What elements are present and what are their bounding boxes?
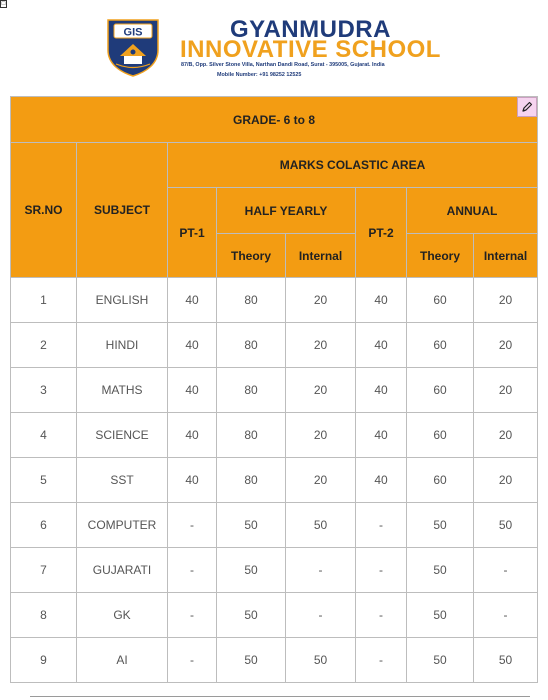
table-row bbox=[11, 458, 538, 503]
cell-hy-theory: 50 bbox=[217, 638, 286, 683]
cell-srno: 7 bbox=[11, 548, 77, 593]
col-header-hy-internal: Internal bbox=[286, 234, 356, 278]
cell-hy-internal: 50 bbox=[286, 503, 356, 548]
col-header-subject: SUBJECT bbox=[77, 143, 168, 278]
cell-hy-internal: 20 bbox=[286, 458, 356, 503]
cell-pt1: 40 bbox=[168, 278, 217, 323]
cell-hy-theory: 80 bbox=[217, 368, 286, 413]
cell-an-internal: 20 bbox=[474, 458, 538, 503]
col-header-pt1: PT-1 bbox=[168, 188, 217, 278]
cell-subject: AI bbox=[77, 638, 168, 683]
cell-an-internal: 20 bbox=[474, 323, 538, 368]
marks-table bbox=[10, 96, 538, 683]
cell-srno: 9 bbox=[11, 638, 77, 683]
logo-text: GIS bbox=[123, 26, 143, 39]
cell-pt2: - bbox=[356, 503, 407, 548]
cell-pt1: 40 bbox=[168, 368, 217, 413]
cell-subject: SCIENCE bbox=[77, 413, 168, 458]
col-header-an-theory: Theory bbox=[407, 234, 474, 278]
cell-hy-internal: 20 bbox=[286, 368, 356, 413]
cell-an-theory: 50 bbox=[407, 593, 474, 638]
cell-srno: 3 bbox=[11, 368, 77, 413]
cell-hy-theory: 80 bbox=[217, 278, 286, 323]
school-address: 87/B, Opp. Silver Stone Villa, Narthan Dandi Road, Surat - 395005, Gujarat. India bbox=[181, 62, 385, 68]
col-header-an-internal: Internal bbox=[474, 234, 538, 278]
cell-pt2: - bbox=[356, 548, 407, 593]
col-header-pt2: PT-2 bbox=[356, 188, 407, 278]
cell-an-theory: 60 bbox=[407, 458, 474, 503]
cell-pt1: 40 bbox=[168, 458, 217, 503]
cell-an-internal: 20 bbox=[474, 278, 538, 323]
cell-pt2: - bbox=[356, 593, 407, 638]
table-row bbox=[11, 503, 538, 548]
cell-srno: 4 bbox=[11, 413, 77, 458]
cell-pt1: - bbox=[168, 548, 217, 593]
cell-pt2: - bbox=[356, 638, 407, 683]
table-row bbox=[11, 638, 538, 683]
cell-srno: 2 bbox=[11, 323, 77, 368]
cell-hy-internal: - bbox=[286, 593, 356, 638]
school-name-line2: INNOVATIVE SCHOOL bbox=[180, 36, 441, 63]
cell-an-theory: 50 bbox=[407, 548, 474, 593]
cell-subject: ENGLISH bbox=[77, 278, 168, 323]
cell-hy-internal: 20 bbox=[286, 323, 356, 368]
cell-srno: 8 bbox=[11, 593, 77, 638]
cell-pt1: 40 bbox=[168, 413, 217, 458]
edit-button[interactable] bbox=[517, 97, 537, 117]
cell-subject: GK bbox=[77, 593, 168, 638]
table-row bbox=[11, 368, 538, 413]
cell-hy-theory: 50 bbox=[217, 593, 286, 638]
cell-an-theory: 50 bbox=[407, 638, 474, 683]
cell-srno: 5 bbox=[11, 458, 77, 503]
cell-pt1: - bbox=[168, 638, 217, 683]
cell-an-theory: 60 bbox=[407, 413, 474, 458]
cell-an-theory: 60 bbox=[407, 323, 474, 368]
table-row bbox=[11, 278, 538, 323]
cell-an-internal: 20 bbox=[474, 368, 538, 413]
pencil-icon bbox=[521, 101, 533, 113]
cell-pt2: 40 bbox=[356, 323, 407, 368]
cell-hy-theory: 80 bbox=[217, 323, 286, 368]
cell-subject: MATHS bbox=[77, 368, 168, 413]
cell-pt2: 40 bbox=[356, 368, 407, 413]
grade-title-cell bbox=[11, 97, 538, 143]
cell-subject: HINDI bbox=[77, 323, 168, 368]
cell-an-theory: 50 bbox=[407, 503, 474, 548]
school-name-line1: GYANMUDRA bbox=[230, 16, 391, 43]
cell-srno: 1 bbox=[11, 278, 77, 323]
cell-pt2: 40 bbox=[356, 278, 407, 323]
cell-pt1: - bbox=[168, 503, 217, 548]
cell-an-internal: 50 bbox=[474, 503, 538, 548]
grade-title: GRADE- 6 to 8 bbox=[233, 112, 316, 127]
cell-subject: GUJARATI bbox=[77, 548, 168, 593]
col-header-srno: SR.NO bbox=[11, 143, 77, 278]
horizontal-scrollbar-track[interactable] bbox=[30, 696, 530, 697]
cell-an-theory: 60 bbox=[407, 368, 474, 413]
table-row bbox=[11, 413, 538, 458]
cell-an-internal: 20 bbox=[474, 413, 538, 458]
school-mobile: Mobile Number: +91 98252 12525 bbox=[217, 72, 302, 78]
table-row bbox=[11, 548, 538, 593]
col-header-half-yearly: HALF YEARLY bbox=[217, 188, 356, 234]
school-header bbox=[0, 0, 548, 96]
cell-pt2: 40 bbox=[356, 413, 407, 458]
cell-hy-theory: 50 bbox=[217, 548, 286, 593]
cell-an-internal: - bbox=[474, 548, 538, 593]
table-row bbox=[11, 593, 538, 638]
cell-srno: 6 bbox=[11, 503, 77, 548]
col-header-marks-area: MARKS COLASTIC AREA bbox=[168, 143, 538, 188]
col-header-annual: ANNUAL bbox=[407, 188, 538, 234]
cell-subject: COMPUTER bbox=[77, 503, 168, 548]
cell-hy-theory: 50 bbox=[217, 503, 286, 548]
table-row bbox=[11, 323, 538, 368]
col-header-hy-theory: Theory bbox=[217, 234, 286, 278]
cell-pt2: 40 bbox=[356, 458, 407, 503]
cell-hy-theory: 80 bbox=[217, 458, 286, 503]
cell-an-internal: 50 bbox=[474, 638, 538, 683]
cell-pt1: 40 bbox=[168, 323, 217, 368]
cell-hy-theory: 80 bbox=[217, 413, 286, 458]
school-logo bbox=[104, 16, 162, 78]
cell-hy-internal: 50 bbox=[286, 638, 356, 683]
cell-an-theory: 60 bbox=[407, 278, 474, 323]
box-icon: □ bbox=[1, 1, 6, 7]
cell-pt1: - bbox=[168, 593, 217, 638]
cell-hy-internal: 20 bbox=[286, 278, 356, 323]
cell-hy-internal: 20 bbox=[286, 413, 356, 458]
cell-an-internal: - bbox=[474, 593, 538, 638]
cell-hy-internal: - bbox=[286, 548, 356, 593]
cell-subject: SST bbox=[77, 458, 168, 503]
